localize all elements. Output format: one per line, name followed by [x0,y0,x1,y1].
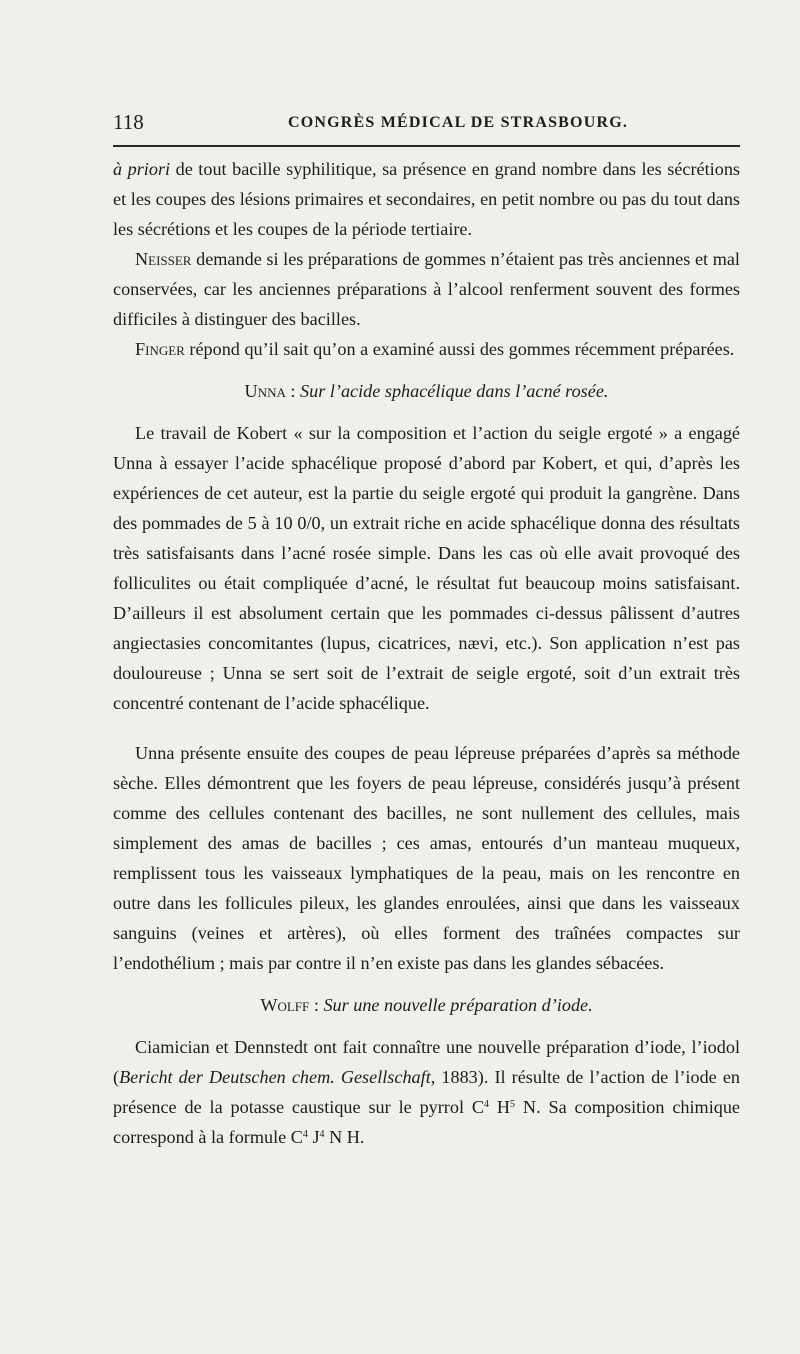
formula-pyrrol-h-superscript: 5 [510,1099,516,1110]
paragraph-finger-text: répond qu’il sait qu’on a examiné aussi des gommes récemment préparées. [184,339,735,359]
paragraph-leprosy: Unna présente ensuite des coupes de peau lépreuse préparées d’après sa méthode sèche. Elles démontrent que les foyers de peau lépreuse, considérés jusqu’à présent comme des cellules contenant des bacilles, ne sont nullement des cellules, mais simplement des amas de bacilles ; ces amas, entourés d’un manteau muqueux, remplissent tous les vaisseaux lymphatiques de la peau, mais on les rencontre en outre dans les follicules pileux, les glandes enroulées, ainsi que dans les vaisseaux sanguins (veines et artères), où elles forment des traînées compactes sur l’endothélium ; mais par contre il n’en existe pas dans les glandes sébacées. [113,743,740,973]
formula-iodol-c-superscript: 4 [302,1129,308,1140]
italic-a-priori: à priori [113,159,171,179]
paragraph-iodol-text-2: , 1883). Il résulte de l’action de l’iode en présence de la potasse caustique sur le pyrrol [113,1067,740,1117]
page-number: 118 [113,110,144,134]
running-head [113,108,740,136]
paragraph-iodol-text-3: . Sa composition chimique correspond à la formule [113,1097,741,1147]
header-rule [113,145,740,147]
paragraph-neisser [113,244,740,334]
formula-pyrrol-c: C [471,1097,485,1117]
page-content [113,154,740,1152]
paragraph-a-priori [113,154,740,244]
section-heading-unna [113,376,740,406]
name-finger: Finger [135,339,185,359]
section-heading-wolff [113,990,740,1020]
formula-iodol-j: J [307,1127,320,1147]
name-neisser: Neisser [135,249,192,269]
paragraph-iodol-text-1: Ciamician et Dennstedt ont fait connaître une nouvelle préparation d’iode, l’iodol ( [113,1037,740,1087]
paragraph-finger [113,334,740,364]
heading-wolff-separator: : [309,995,324,1015]
heading-wolff-title: Sur une nouvelle préparation d’iode. [323,995,593,1015]
paragraph-a-priori-text: de tout bacille syphilitique, sa présence en grand nombre dans les sécrétions et les coupes des lésions primaires et secondaires, en petit nombre ou pas du tout dans les sécrétions et les coupes de la période tertiaire. [113,159,740,239]
heading-wolff-name: Wolff [260,995,310,1015]
running-title: CONGRÈS MÉDICAL DE STRASBOURG. [288,114,629,131]
formula-iodol-c: C [290,1127,303,1147]
paragraph-kobert: Le travail de Kobert « sur la composition et l’action du seigle ergoté » a engagé Unna à essayer l’acide sphacélique proposé d’abord par Kobert, et qui, d’après les expériences de cet auteur, est la partie du seigle ergoté qui produit la gangrène. Dans des pommades de 5 à 10 0/0, un extrait riche en acide sphacélique donna des résultats très satisfaisants dans l’acné rosée simple. Dans les cas où elle avait provoqué des folliculites ou était compliquée d’acné, le résultat fut beaucoup moins satisfaisant. D’ailleurs il est absolument certain que les pommades ci-dessus pâlissent d’autres angiectasies concomitantes (lupus, cicatrices, nævi, etc.). Son application n’est pas douloureuse ; Unna se sert soit de l’extrait de seigle ergoté, soit d’un extrait très concentré contenant de l’acide sphacélique. [113,423,740,713]
heading-unna-title: Sur l’acide sphacélique dans l’acné rosée. [300,381,609,401]
heading-unna-separator: : [285,381,301,401]
formula-pyrrol-n: N [515,1097,537,1117]
paragraph-iodol [113,1032,740,1152]
formula-pyrrol-h: H [489,1097,511,1117]
source-citation: Bericht der Deutschen chem. Gesellschaft [119,1067,431,1087]
heading-unna-name: Unna [244,381,286,401]
formula-pyrrol-c-superscript: 4 [484,1099,490,1110]
formula-iodol-j-superscript: 4 [319,1129,325,1140]
paragraph-neisser-text: demande si les préparations de gommes n’étaient pas très anciennes et mal conservées, car les anciennes préparations à l’alcool renferment souvent des formes difficiles à distinguer des bacilles. [113,249,740,329]
formula-iodol-tail: N H. [324,1127,365,1147]
